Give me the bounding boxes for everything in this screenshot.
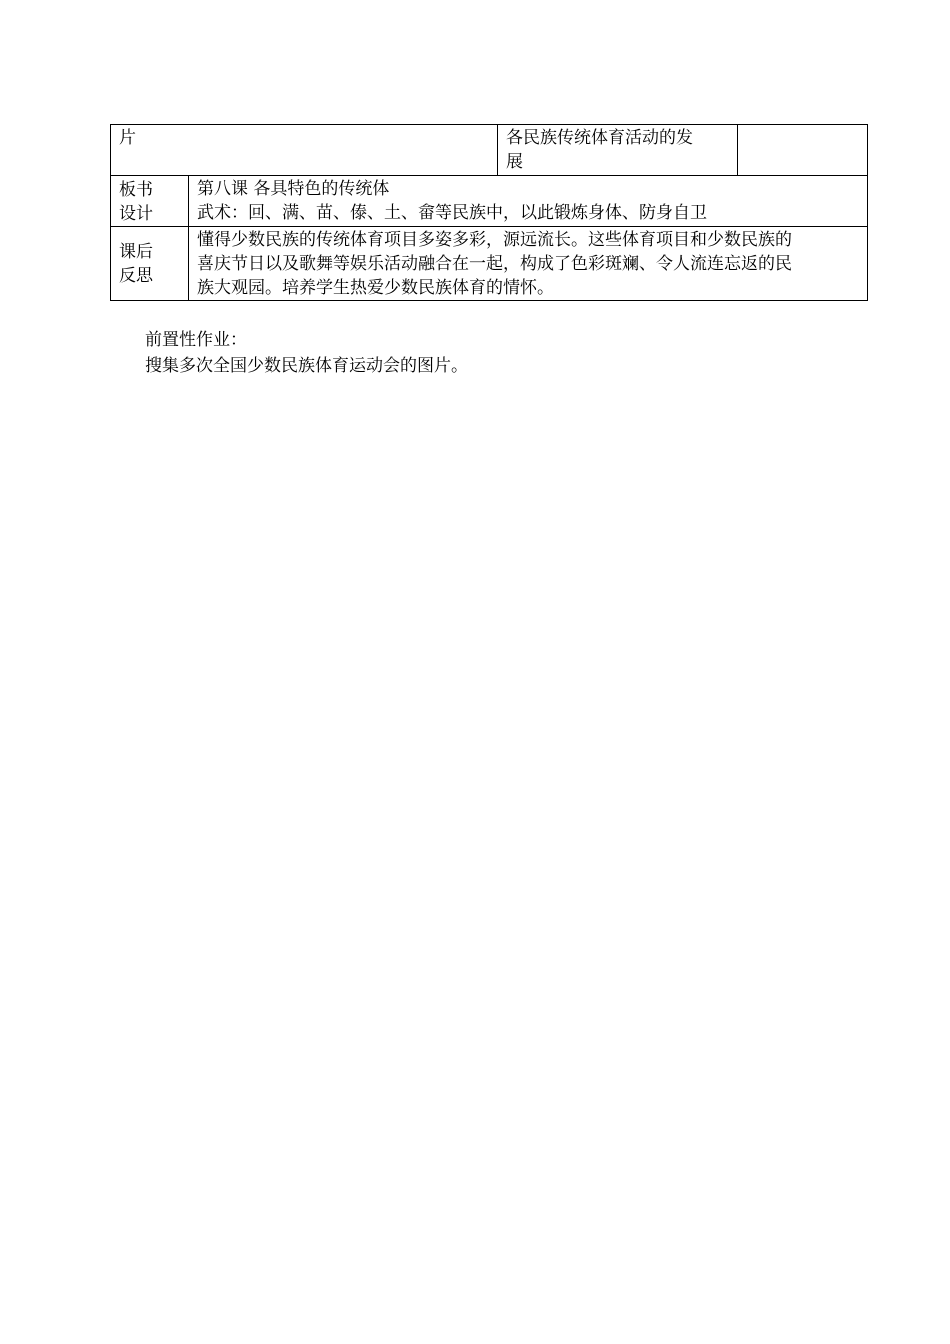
board-design-line-2: 武术：回、满、苗、傣、土、畲等民族中，以此锻炼身体、防身自卫 bbox=[197, 203, 707, 223]
continuation-text: 片 bbox=[119, 128, 136, 148]
reflection-content bbox=[189, 227, 868, 301]
homework-title: 前置性作业： bbox=[145, 330, 247, 350]
table-row-board-design bbox=[111, 176, 868, 227]
homework-section bbox=[145, 327, 468, 379]
reflection-label bbox=[111, 227, 189, 301]
board-design-label-line-1: 板书 bbox=[119, 179, 153, 200]
board-design-content bbox=[189, 176, 868, 227]
empty-cell bbox=[738, 125, 868, 176]
reflection-line-3: 族大观园。培养学生热爱少数民族体育的情怀。 bbox=[197, 278, 554, 298]
activity-topic-cell bbox=[498, 125, 738, 176]
board-design-line-1: 第八课 各具特色的传统体 bbox=[197, 179, 390, 199]
continuation-cell bbox=[111, 125, 498, 176]
reflection-line-2: 喜庆节日以及歌舞等娱乐活动融合在一起，构成了色彩斑斓、令人流连忘返的民 bbox=[197, 254, 792, 274]
table-row-reflection bbox=[111, 227, 868, 301]
homework-text: 搜集多次全国少数民族体育运动会的图片。 bbox=[145, 356, 468, 376]
activity-topic-line-2: 展 bbox=[506, 152, 523, 172]
table-row-continuation bbox=[111, 125, 868, 176]
board-design-label bbox=[111, 176, 189, 227]
reflection-line-1: 懂得少数民族的传统体育项目多姿多彩，源远流长。这些体育项目和少数民族的 bbox=[197, 230, 792, 250]
lesson-plan-table bbox=[110, 124, 868, 301]
activity-topic-line-1: 各民族传统体育活动的发 bbox=[506, 128, 693, 148]
reflection-label-line-2: 反思 bbox=[119, 266, 153, 286]
reflection-label-line-1: 课后 bbox=[119, 242, 153, 262]
board-design-label-line-2: 设计 bbox=[119, 203, 153, 224]
